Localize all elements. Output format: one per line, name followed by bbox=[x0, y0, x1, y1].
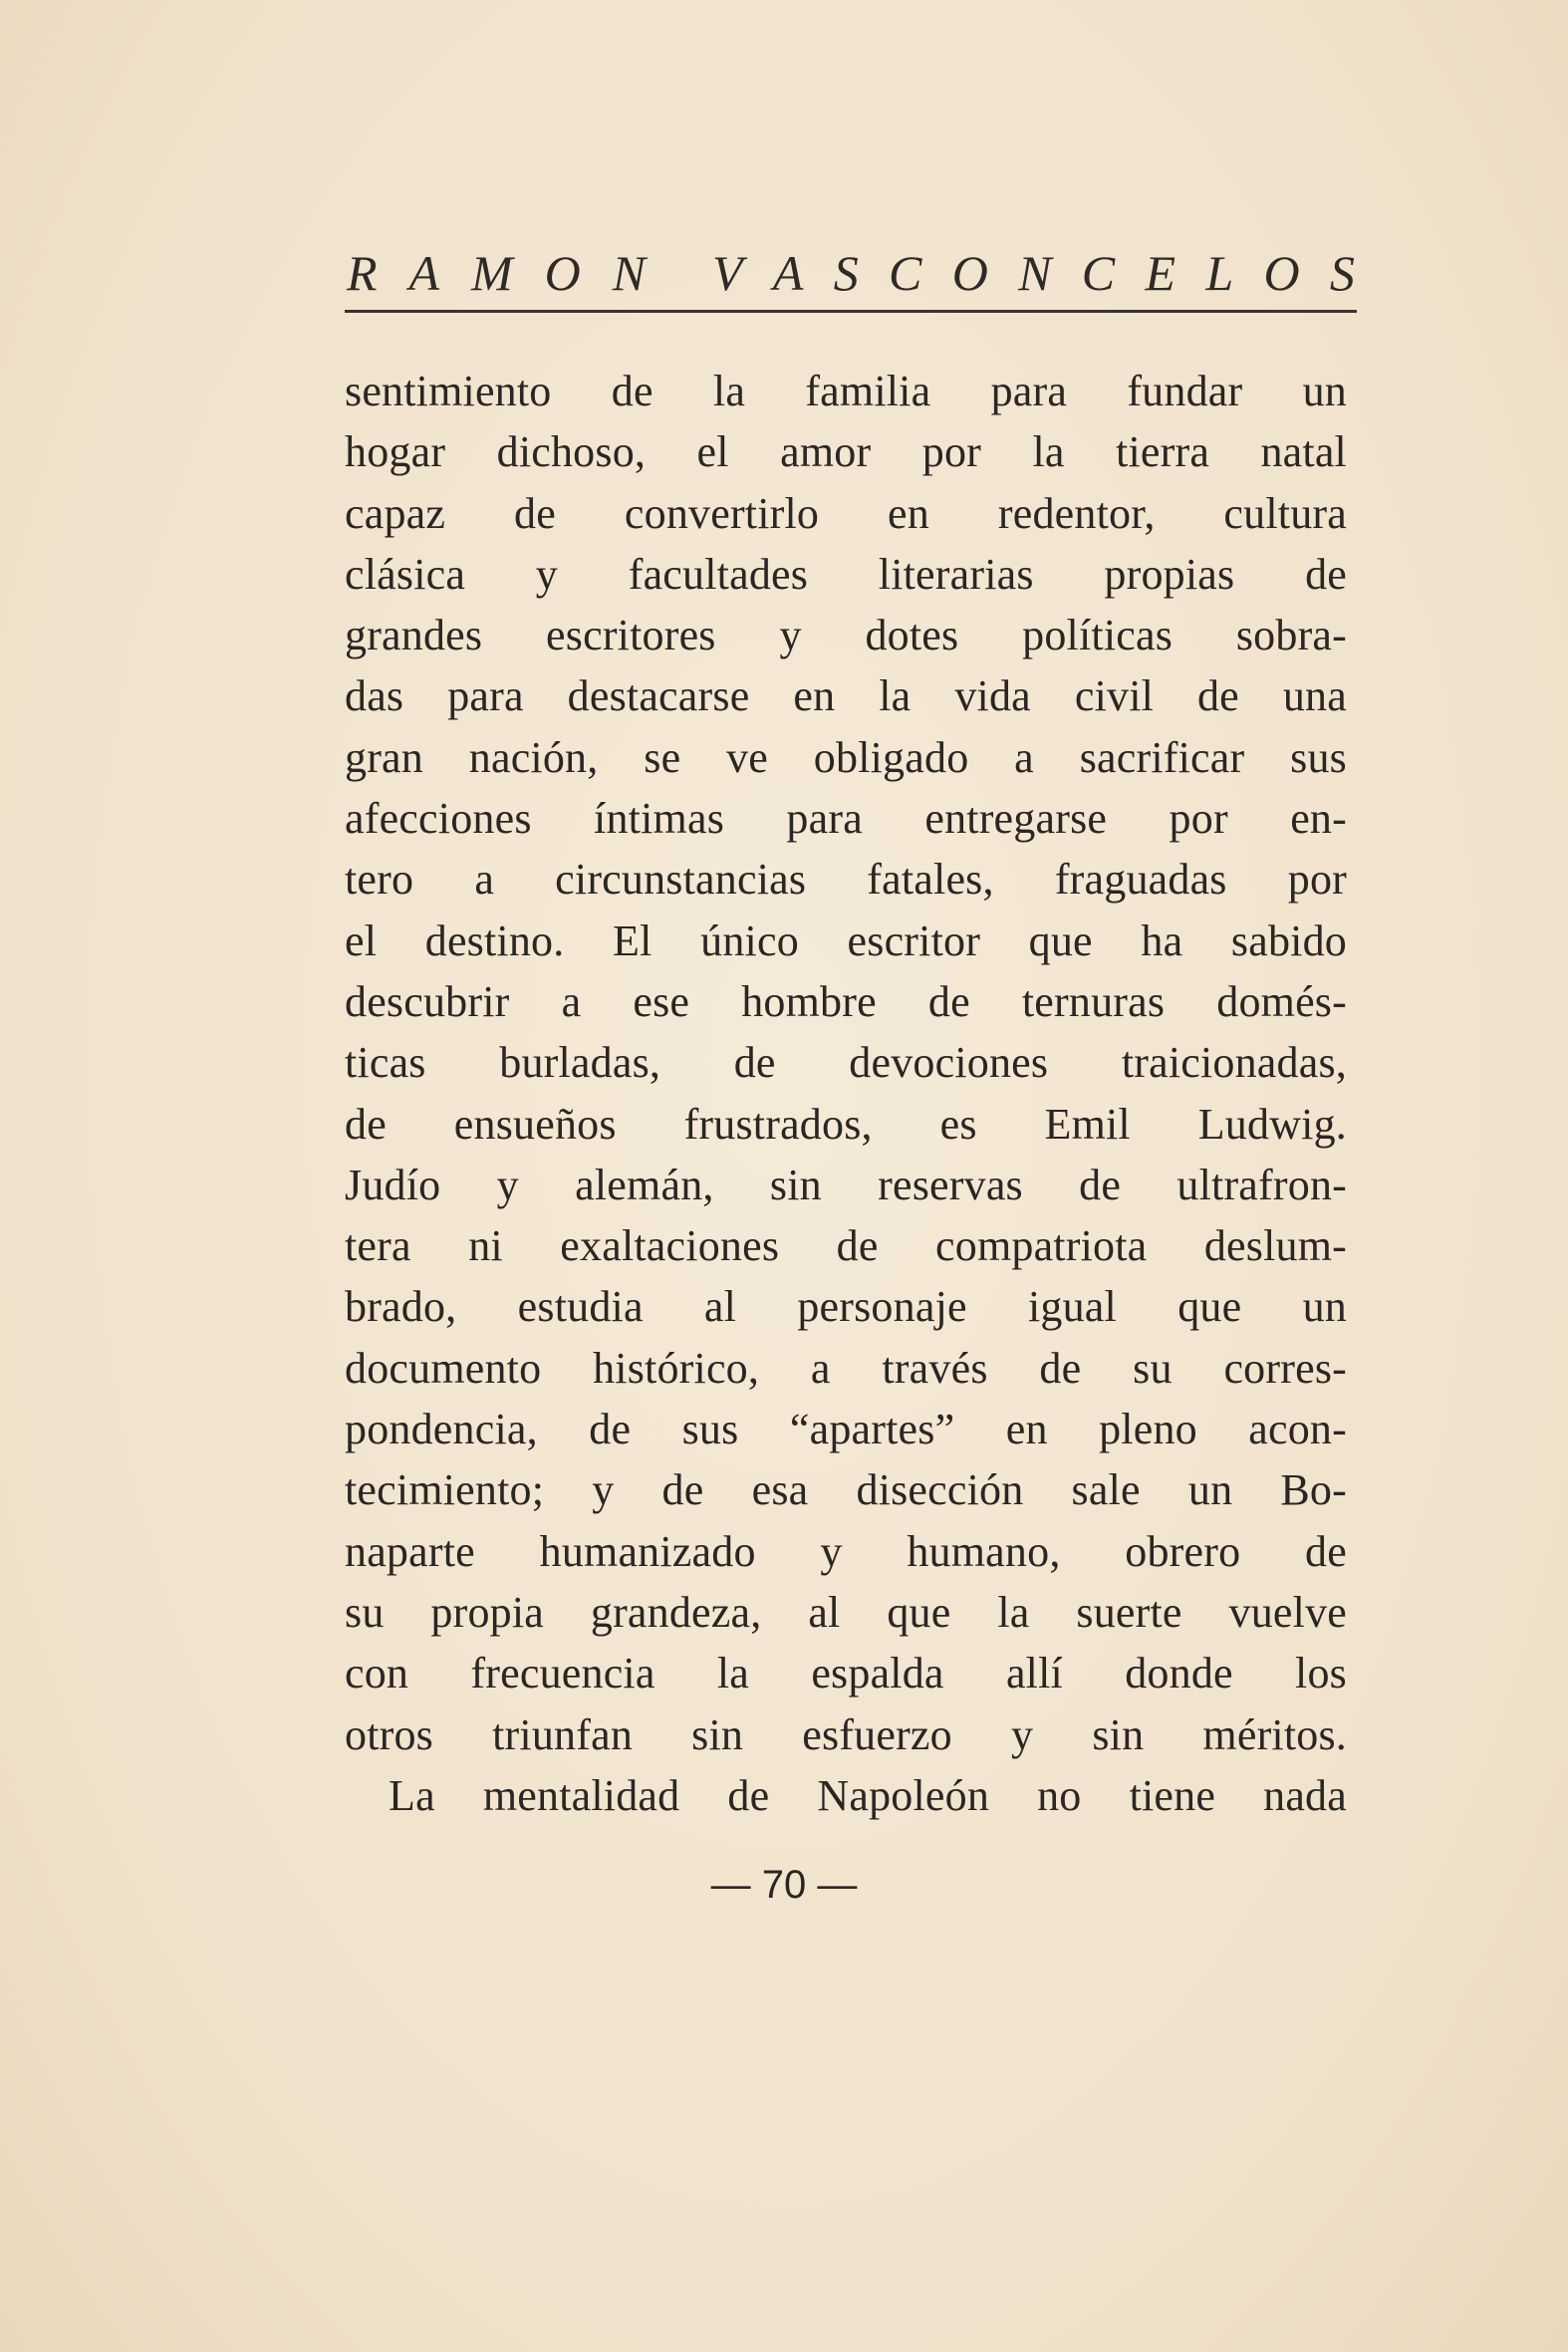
header-author-last bbox=[712, 244, 1355, 302]
header-letter: A bbox=[408, 245, 440, 301]
page-body bbox=[345, 361, 1347, 1826]
header-letter: C bbox=[889, 245, 922, 301]
header-letter: V bbox=[712, 245, 743, 301]
header-letter: L bbox=[1205, 245, 1234, 301]
header-letter: O bbox=[544, 245, 581, 301]
header-letter: E bbox=[1145, 245, 1176, 301]
text-line: con frecuencia la espalda allí donde los bbox=[345, 1649, 1347, 1699]
text-line: clásica y facultades literarias propias de bbox=[345, 549, 1347, 599]
text-line: el destino. El único escritor que ha sabido bbox=[345, 915, 1347, 965]
header-letter: R bbox=[347, 245, 378, 301]
text-line: documento histórico, a través de su corres- bbox=[345, 1343, 1347, 1393]
text-line: brado, estudia al personaje igual que un bbox=[345, 1282, 1347, 1332]
header-letter: C bbox=[1081, 245, 1116, 301]
header-letter: N bbox=[612, 245, 646, 301]
header-letter: M bbox=[470, 245, 513, 301]
text-line: naparte humanizado y humano, obrero de bbox=[345, 1526, 1347, 1576]
running-header bbox=[347, 244, 1355, 304]
page-number: — 70 — bbox=[710, 1863, 858, 1907]
text-line: gran nación, se ve obligado a sacrificar sus bbox=[345, 732, 1347, 782]
header-author-first bbox=[347, 244, 646, 302]
text-line: su propia grandeza, al que la suerte vuelve bbox=[345, 1587, 1347, 1637]
text-line: tero a circunstancias fatales, fraguadas por bbox=[345, 855, 1347, 905]
header-letter: S bbox=[1329, 245, 1355, 301]
text-line: afecciones íntimas para entregarse por en- bbox=[345, 794, 1347, 844]
text-line: pondencia, de sus “apartes” en pleno acon- bbox=[345, 1405, 1347, 1454]
text-line: hogar dichoso, el amor por la tierra natal bbox=[345, 427, 1347, 477]
header-letter: N bbox=[1018, 245, 1052, 301]
header-letter: O bbox=[1263, 245, 1300, 301]
text-line: sentimiento de la familia para fundar un bbox=[345, 367, 1347, 415]
text-line: das para destacarse en la vida civil de una bbox=[345, 671, 1347, 721]
text-line: otros triunfan sin esfuerzo y sin méritos. bbox=[345, 1709, 1347, 1759]
header-letter: O bbox=[951, 245, 988, 301]
text-line: Judío y alemán, sin reservas de ultrafron- bbox=[345, 1160, 1347, 1209]
text-line: grandes escritores y dotes políticas sobra- bbox=[345, 611, 1347, 660]
text-line: descubrir a ese hombre de ternuras domés- bbox=[345, 976, 1347, 1026]
header-rule bbox=[345, 310, 1357, 313]
text-line: de ensueños frustrados, es Emil Ludwig. bbox=[345, 1099, 1347, 1149]
header-letter: S bbox=[833, 245, 859, 301]
text-line: La mentalidad de Napoleón no tiene nada bbox=[389, 1770, 1347, 1820]
header-letter: A bbox=[772, 245, 804, 301]
text-line: tera ni exaltaciones de compatriota deslum- bbox=[345, 1221, 1347, 1271]
text-line: tecimiento; y de esa disección sale un Bo- bbox=[345, 1465, 1347, 1515]
text-line: ticas burladas, de devociones traicionadas, bbox=[345, 1038, 1347, 1088]
text-line: capaz de convertirlo en redentor, cultura bbox=[345, 488, 1347, 538]
